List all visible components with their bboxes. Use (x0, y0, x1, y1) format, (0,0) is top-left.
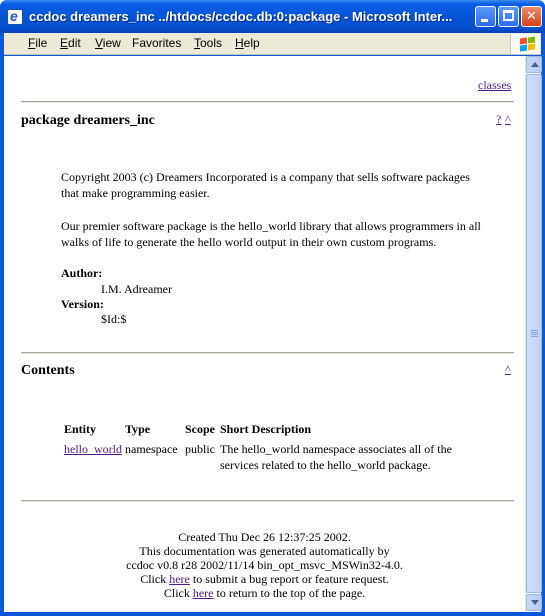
author-label: Author: (61, 266, 103, 280)
menu-favorites[interactable] (132, 36, 181, 50)
close-button[interactable] (521, 6, 542, 27)
column-header-type: Type (125, 422, 151, 436)
arrow-down-icon (531, 600, 539, 605)
column-header-scope: Scope (185, 422, 215, 436)
minimize-icon (481, 19, 488, 22)
version-label: Version: (61, 297, 104, 311)
version-value: $Id:$ (101, 312, 127, 326)
vertical-scrollbar[interactable] (525, 56, 541, 612)
minimize-button[interactable] (475, 6, 496, 27)
description-paragraph: Our premier software package is the hello_world library that allows programmers in all walks of life to generate the hello world output in their own custom programs. (61, 219, 481, 249)
entity-description-line2: services related to the hello_world package. (220, 458, 431, 472)
scroll-thumb[interactable] (526, 74, 542, 593)
menu-bar (4, 33, 541, 55)
divider (21, 101, 514, 103)
divider (21, 500, 514, 502)
entity-description-line1: The hello_world namespace associates all of the (220, 442, 452, 456)
return-top-link[interactable]: here (192, 586, 214, 600)
help-link[interactable]: ? (496, 112, 502, 126)
menu-file[interactable] (28, 36, 47, 50)
menu-file-accel: F (28, 36, 36, 50)
entity-scope: public (185, 442, 215, 456)
footer-top-post: to return to the top of the page. (213, 586, 366, 600)
entity-type: namespace (125, 442, 178, 456)
arrow-up-icon (531, 62, 539, 67)
menu-view[interactable] (95, 36, 121, 50)
footer-created: Created Thu Dec 26 12:37:25 2002. (178, 530, 351, 544)
title-bar[interactable] (0, 0, 545, 33)
menu-help-accel: H (235, 36, 244, 50)
windows-logo-icon (510, 34, 540, 54)
menu-file-label: ile (35, 36, 48, 50)
ie-icon: e (7, 9, 23, 25)
divider (21, 352, 514, 354)
menu-tools-label: ools (200, 36, 223, 50)
footer-bug-pre: Click (140, 572, 170, 586)
footer-top-line (4, 586, 525, 601)
footer-bug-line (4, 572, 525, 587)
scroll-up-button[interactable] (526, 56, 542, 73)
copyright-paragraph: Copyright 2003 (c) Dreamers Incorporated is a company that sells software packages that make programming easier. (61, 170, 470, 200)
menu-edit-label: dit (68, 36, 81, 50)
footer-version: ccdoc v0.8 r28 2002/11/14 bin_opt_msvc_MSWin32-4.0. (126, 558, 403, 572)
menu-view-accel: V (95, 36, 103, 50)
scroll-down-button[interactable] (526, 594, 542, 611)
maximize-icon (503, 10, 514, 21)
column-header-description: Short Description (220, 422, 311, 436)
footer-bug-post: to submit a bug report or feature request. (189, 572, 389, 586)
page-content (4, 56, 525, 612)
footer-top-pre: Click (163, 586, 193, 600)
top-link[interactable]: ^ (505, 112, 511, 126)
menu-favorites-label: Favorites (132, 36, 182, 50)
menu-edit[interactable] (60, 36, 81, 50)
window-title: ccdoc dreamers_inc ../htdocs/ccdoc.db:0:package - Microsoft Inter... (29, 9, 453, 24)
menu-tools[interactable] (194, 36, 222, 50)
menu-help[interactable] (235, 36, 260, 50)
window-border-bottom (0, 612, 545, 616)
close-icon: ✕ (526, 9, 537, 24)
author-value: I.M. Adreamer (101, 282, 172, 296)
contents-top-link[interactable]: ^ (505, 362, 511, 376)
maximize-button[interactable] (498, 6, 519, 27)
bug-report-link[interactable]: here (169, 572, 190, 586)
package-heading: package dreamers_inc (21, 113, 155, 128)
classes-link[interactable]: classes (478, 78, 512, 92)
menu-tools-accel: T (194, 36, 200, 50)
footer-generated: This documentation was generated automatically by (139, 544, 390, 558)
column-header-entity: Entity (64, 422, 97, 436)
menu-view-label: iew (102, 36, 121, 50)
entity-link-hello-world[interactable]: hello_world (64, 442, 122, 456)
menu-edit-accel: E (60, 36, 69, 50)
contents-heading: Contents (21, 363, 75, 378)
menu-help-label: elp (243, 36, 260, 50)
